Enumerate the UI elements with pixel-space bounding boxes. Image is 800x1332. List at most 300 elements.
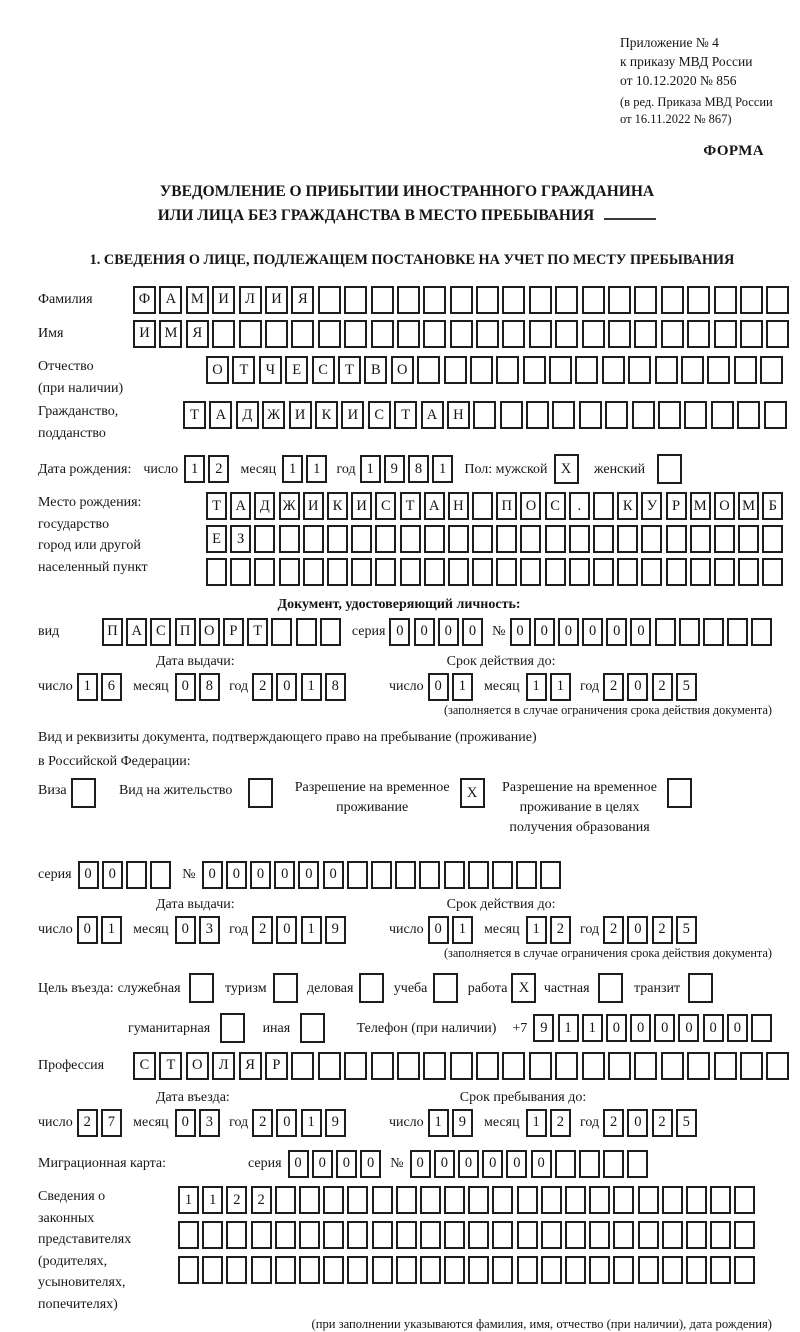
- char-box[interactable]: [638, 1186, 659, 1214]
- char-box[interactable]: [569, 525, 590, 553]
- char-box[interactable]: Ф: [133, 286, 156, 314]
- char-box[interactable]: [593, 492, 614, 520]
- char-box[interactable]: Т: [206, 492, 227, 520]
- char-box[interactable]: 9: [452, 1109, 473, 1137]
- char-box[interactable]: [291, 320, 314, 348]
- char-box[interactable]: [254, 558, 275, 586]
- char-box[interactable]: 1: [301, 673, 322, 701]
- char-box[interactable]: 2: [252, 1109, 273, 1137]
- char-box[interactable]: Т: [159, 1052, 182, 1080]
- char-box[interactable]: 3: [199, 916, 220, 944]
- char-box[interactable]: И: [265, 286, 288, 314]
- doc-valid-month-boxes[interactable]: [526, 673, 574, 701]
- char-box[interactable]: О: [391, 356, 414, 384]
- char-box[interactable]: 0: [312, 1150, 333, 1178]
- char-box[interactable]: [603, 1150, 624, 1178]
- char-box[interactable]: 1: [101, 916, 122, 944]
- char-box[interactable]: Ж: [262, 401, 285, 429]
- char-box[interactable]: [372, 1221, 393, 1249]
- char-box[interactable]: И: [289, 401, 312, 429]
- entry-month-boxes[interactable]: [175, 1109, 223, 1137]
- char-box[interactable]: [565, 1186, 586, 1214]
- char-box[interactable]: С: [545, 492, 566, 520]
- char-box[interactable]: З: [230, 525, 251, 553]
- representatives-boxes-row2[interactable]: [178, 1221, 759, 1249]
- char-box[interactable]: [448, 558, 469, 586]
- char-box[interactable]: [575, 356, 598, 384]
- char-box[interactable]: [655, 356, 678, 384]
- char-box[interactable]: [727, 618, 748, 646]
- char-box[interactable]: [766, 1052, 789, 1080]
- char-box[interactable]: 2: [603, 1109, 624, 1137]
- char-box[interactable]: [279, 525, 300, 553]
- char-box[interactable]: 9: [384, 455, 405, 483]
- char-box[interactable]: 0: [654, 1014, 675, 1042]
- char-box[interactable]: [516, 861, 537, 889]
- char-box[interactable]: 0: [727, 1014, 748, 1042]
- residence-permit-checkbox[interactable]: [248, 778, 276, 808]
- res-valid-year-boxes[interactable]: [603, 916, 700, 944]
- char-box[interactable]: 0: [323, 861, 344, 889]
- char-box[interactable]: 0: [703, 1014, 724, 1042]
- sex-female-checkbox[interactable]: [657, 454, 685, 484]
- char-box[interactable]: Д: [254, 492, 275, 520]
- char-box[interactable]: [375, 525, 396, 553]
- char-box[interactable]: [395, 861, 416, 889]
- char-box[interactable]: [687, 286, 710, 314]
- char-box[interactable]: 1: [301, 1109, 322, 1137]
- birth-year-boxes[interactable]: [360, 455, 457, 483]
- char-box[interactable]: [371, 861, 392, 889]
- char-box[interactable]: [71, 778, 96, 808]
- sex-male-checkbox[interactable]: [554, 454, 582, 484]
- char-box[interactable]: [617, 525, 638, 553]
- char-box[interactable]: [734, 356, 757, 384]
- char-box[interactable]: 0: [336, 1150, 357, 1178]
- char-box[interactable]: Р: [666, 492, 687, 520]
- char-box[interactable]: [751, 618, 772, 646]
- char-box[interactable]: [275, 1186, 296, 1214]
- phone-boxes[interactable]: [533, 1014, 775, 1042]
- char-box[interactable]: [468, 861, 489, 889]
- char-box[interactable]: [679, 618, 700, 646]
- char-box[interactable]: [703, 618, 724, 646]
- char-box[interactable]: [275, 1221, 296, 1249]
- char-box[interactable]: [598, 973, 623, 1003]
- char-box[interactable]: М: [159, 320, 182, 348]
- char-box[interactable]: [397, 286, 420, 314]
- char-box[interactable]: [496, 356, 519, 384]
- char-box[interactable]: Т: [338, 356, 361, 384]
- char-box[interactable]: [662, 1186, 683, 1214]
- char-box[interactable]: М: [738, 492, 759, 520]
- char-box[interactable]: [666, 525, 687, 553]
- char-box[interactable]: [666, 558, 687, 586]
- char-box[interactable]: 2: [252, 916, 273, 944]
- stay-day-boxes[interactable]: [428, 1109, 476, 1137]
- char-box[interactable]: 0: [175, 673, 196, 701]
- char-box[interactable]: 0: [506, 1150, 527, 1178]
- temp-permit-edu-checkbox[interactable]: [667, 778, 695, 808]
- char-box[interactable]: С: [133, 1052, 156, 1080]
- char-box[interactable]: [661, 286, 684, 314]
- surname-boxes[interactable]: [133, 286, 793, 314]
- stay-year-boxes[interactable]: [603, 1109, 700, 1137]
- char-box[interactable]: [371, 320, 394, 348]
- char-box[interactable]: Б: [762, 492, 783, 520]
- char-box[interactable]: [265, 320, 288, 348]
- char-box[interactable]: [707, 356, 730, 384]
- doc-kind-boxes[interactable]: [102, 618, 344, 646]
- char-box[interactable]: [617, 558, 638, 586]
- char-box[interactable]: О: [714, 492, 735, 520]
- char-box[interactable]: [589, 1186, 610, 1214]
- char-box[interactable]: К: [617, 492, 638, 520]
- char-box[interactable]: [681, 356, 704, 384]
- temp-permit-checkbox[interactable]: [460, 778, 488, 808]
- char-box[interactable]: 5: [676, 916, 697, 944]
- visa-checkbox[interactable]: [71, 778, 99, 808]
- char-box[interactable]: 0: [428, 916, 449, 944]
- char-box[interactable]: [275, 1256, 296, 1284]
- char-box[interactable]: [347, 1256, 368, 1284]
- char-box[interactable]: П: [496, 492, 517, 520]
- char-box[interactable]: [579, 1150, 600, 1178]
- char-box[interactable]: [347, 1186, 368, 1214]
- char-box[interactable]: [444, 356, 467, 384]
- char-box[interactable]: У: [641, 492, 662, 520]
- char-box[interactable]: [661, 320, 684, 348]
- char-box[interactable]: [351, 525, 372, 553]
- char-box[interactable]: 0: [276, 916, 297, 944]
- char-box[interactable]: 1: [526, 673, 547, 701]
- mig-number-boxes[interactable]: [410, 1150, 652, 1178]
- char-box[interactable]: 2: [251, 1186, 272, 1214]
- char-box[interactable]: [420, 1256, 441, 1284]
- char-box[interactable]: [300, 1013, 325, 1043]
- char-box[interactable]: 0: [534, 618, 555, 646]
- char-box[interactable]: [371, 286, 394, 314]
- char-box[interactable]: 0: [428, 673, 449, 701]
- char-box[interactable]: [589, 1221, 610, 1249]
- char-box[interactable]: С: [375, 492, 396, 520]
- char-box[interactable]: [502, 286, 525, 314]
- char-box[interactable]: [634, 320, 657, 348]
- char-box[interactable]: [658, 401, 681, 429]
- char-box[interactable]: [126, 861, 147, 889]
- char-box[interactable]: [372, 1186, 393, 1214]
- char-box[interactable]: [178, 1256, 199, 1284]
- char-box[interactable]: [420, 1186, 441, 1214]
- doc-valid-day-boxes[interactable]: [428, 673, 476, 701]
- char-box[interactable]: 0: [531, 1150, 552, 1178]
- birthplace-boxes-row2[interactable]: [206, 525, 787, 553]
- char-box[interactable]: 1: [550, 673, 571, 701]
- char-box[interactable]: 0: [510, 618, 531, 646]
- char-box[interactable]: [230, 558, 251, 586]
- doc-issue-year-boxes[interactable]: [252, 673, 349, 701]
- char-box[interactable]: [579, 401, 602, 429]
- char-box[interactable]: [655, 618, 676, 646]
- char-box[interactable]: [734, 1221, 755, 1249]
- char-box[interactable]: [545, 525, 566, 553]
- char-box[interactable]: [552, 401, 575, 429]
- char-box[interactable]: 0: [438, 618, 459, 646]
- char-box[interactable]: [555, 1150, 576, 1178]
- char-box[interactable]: 0: [627, 916, 648, 944]
- char-box[interactable]: [273, 973, 298, 1003]
- char-box[interactable]: 1: [582, 1014, 603, 1042]
- char-box[interactable]: [299, 1256, 320, 1284]
- char-box[interactable]: [662, 1221, 683, 1249]
- char-box[interactable]: 0: [276, 1109, 297, 1137]
- char-box[interactable]: [476, 320, 499, 348]
- char-box[interactable]: [740, 1052, 763, 1080]
- char-box[interactable]: 0: [627, 1109, 648, 1137]
- char-box[interactable]: [529, 1052, 552, 1080]
- char-box[interactable]: [541, 1186, 562, 1214]
- char-box[interactable]: [517, 1221, 538, 1249]
- char-box[interactable]: [751, 1014, 772, 1042]
- char-box[interactable]: [424, 525, 445, 553]
- char-box[interactable]: [359, 973, 384, 1003]
- char-box[interactable]: [492, 1221, 513, 1249]
- char-box[interactable]: 2: [652, 1109, 673, 1137]
- char-box[interactable]: О: [206, 356, 229, 384]
- char-box[interactable]: [766, 286, 789, 314]
- patronymic-boxes[interactable]: [206, 356, 787, 384]
- char-box[interactable]: И: [341, 401, 364, 429]
- char-box[interactable]: 0: [606, 618, 627, 646]
- char-box[interactable]: [667, 778, 692, 808]
- char-box[interactable]: [468, 1221, 489, 1249]
- char-box[interactable]: [687, 1052, 710, 1080]
- char-box[interactable]: Т: [232, 356, 255, 384]
- char-box[interactable]: 0: [77, 916, 98, 944]
- char-box[interactable]: [320, 618, 341, 646]
- char-box[interactable]: [688, 973, 713, 1003]
- char-box[interactable]: [690, 558, 711, 586]
- char-box[interactable]: 0: [202, 861, 223, 889]
- char-box[interactable]: Л: [212, 1052, 235, 1080]
- char-box[interactable]: 0: [410, 1150, 431, 1178]
- char-box[interactable]: [714, 525, 735, 553]
- char-box[interactable]: [714, 558, 735, 586]
- char-box[interactable]: [502, 320, 525, 348]
- char-box[interactable]: [687, 320, 710, 348]
- char-box[interactable]: [628, 356, 651, 384]
- char-box[interactable]: [254, 525, 275, 553]
- char-box[interactable]: 0: [226, 861, 247, 889]
- char-box[interactable]: [641, 525, 662, 553]
- char-box[interactable]: [661, 1052, 684, 1080]
- purpose-tourism-checkbox[interactable]: [273, 973, 301, 1003]
- char-box[interactable]: [740, 286, 763, 314]
- char-box[interactable]: 1: [432, 455, 453, 483]
- char-box[interactable]: [613, 1256, 634, 1284]
- char-box[interactable]: К: [327, 492, 348, 520]
- char-box[interactable]: [296, 618, 317, 646]
- char-box[interactable]: 0: [250, 861, 271, 889]
- doc-series-boxes[interactable]: [389, 618, 486, 646]
- char-box[interactable]: 8: [199, 673, 220, 701]
- char-box[interactable]: Р: [265, 1052, 288, 1080]
- char-box[interactable]: 5: [676, 1109, 697, 1137]
- char-box[interactable]: [582, 286, 605, 314]
- char-box[interactable]: 0: [558, 618, 579, 646]
- profession-boxes[interactable]: [133, 1052, 793, 1080]
- char-box[interactable]: 6: [101, 673, 122, 701]
- char-box[interactable]: [764, 401, 787, 429]
- char-box[interactable]: 1: [452, 673, 473, 701]
- char-box[interactable]: И: [351, 492, 372, 520]
- char-box[interactable]: 0: [434, 1150, 455, 1178]
- char-box[interactable]: И: [303, 492, 324, 520]
- char-box[interactable]: С: [368, 401, 391, 429]
- char-box[interactable]: [605, 401, 628, 429]
- birthplace-boxes-row1[interactable]: [206, 492, 787, 520]
- char-box[interactable]: [220, 1013, 245, 1043]
- char-box[interactable]: Я: [186, 320, 209, 348]
- purpose-official-checkbox[interactable]: [189, 973, 217, 1003]
- char-box[interactable]: [714, 320, 737, 348]
- char-box[interactable]: [303, 525, 324, 553]
- char-box[interactable]: [396, 1256, 417, 1284]
- char-box[interactable]: [299, 1186, 320, 1214]
- char-box[interactable]: 1: [202, 1186, 223, 1214]
- name-boxes[interactable]: [133, 320, 793, 348]
- char-box[interactable]: [239, 320, 262, 348]
- char-box[interactable]: X: [554, 454, 579, 484]
- representatives-boxes-row3[interactable]: [178, 1256, 759, 1284]
- char-box[interactable]: .: [569, 492, 590, 520]
- char-box[interactable]: [327, 525, 348, 553]
- char-box[interactable]: 1: [178, 1186, 199, 1214]
- char-box[interactable]: [641, 558, 662, 586]
- char-box[interactable]: С: [150, 618, 171, 646]
- char-box[interactable]: [444, 1221, 465, 1249]
- char-box[interactable]: Н: [448, 492, 469, 520]
- char-box[interactable]: [500, 401, 523, 429]
- char-box[interactable]: [450, 1052, 473, 1080]
- char-box[interactable]: [613, 1221, 634, 1249]
- char-box[interactable]: [766, 320, 789, 348]
- char-box[interactable]: [226, 1256, 247, 1284]
- char-box[interactable]: [344, 320, 367, 348]
- char-box[interactable]: [526, 401, 549, 429]
- char-box[interactable]: [347, 861, 368, 889]
- char-box[interactable]: М: [186, 286, 209, 314]
- char-box[interactable]: 2: [550, 1109, 571, 1137]
- char-box[interactable]: [520, 558, 541, 586]
- char-box[interactable]: [450, 320, 473, 348]
- char-box[interactable]: [602, 356, 625, 384]
- char-box[interactable]: [303, 558, 324, 586]
- purpose-transit-checkbox[interactable]: [688, 973, 716, 1003]
- char-box[interactable]: [476, 1052, 499, 1080]
- res-number-boxes[interactable]: [202, 861, 565, 889]
- char-box[interactable]: [279, 558, 300, 586]
- char-box[interactable]: И: [133, 320, 156, 348]
- purpose-private-checkbox[interactable]: [598, 973, 626, 1003]
- char-box[interactable]: [593, 525, 614, 553]
- char-box[interactable]: 0: [175, 916, 196, 944]
- char-box[interactable]: [492, 1256, 513, 1284]
- char-box[interactable]: [206, 558, 227, 586]
- res-valid-month-boxes[interactable]: [526, 916, 574, 944]
- res-series-boxes[interactable]: [78, 861, 175, 889]
- char-box[interactable]: И: [212, 286, 235, 314]
- char-box[interactable]: [569, 558, 590, 586]
- char-box[interactable]: [565, 1221, 586, 1249]
- char-box[interactable]: [472, 525, 493, 553]
- char-box[interactable]: [657, 454, 682, 484]
- char-box[interactable]: 9: [533, 1014, 554, 1042]
- char-box[interactable]: 0: [78, 861, 99, 889]
- char-box[interactable]: 2: [252, 673, 273, 701]
- char-box[interactable]: 2: [652, 673, 673, 701]
- char-box[interactable]: 0: [627, 673, 648, 701]
- char-box[interactable]: 0: [360, 1150, 381, 1178]
- char-box[interactable]: [638, 1256, 659, 1284]
- char-box[interactable]: [189, 973, 214, 1003]
- char-box[interactable]: [433, 973, 458, 1003]
- char-box[interactable]: П: [102, 618, 123, 646]
- char-box[interactable]: [448, 525, 469, 553]
- char-box[interactable]: 2: [226, 1186, 247, 1214]
- char-box[interactable]: 1: [428, 1109, 449, 1137]
- char-box[interactable]: К: [315, 401, 338, 429]
- res-issue-year-boxes[interactable]: [252, 916, 349, 944]
- char-box[interactable]: [318, 286, 341, 314]
- char-box[interactable]: 1: [526, 1109, 547, 1137]
- char-box[interactable]: Н: [447, 401, 470, 429]
- char-box[interactable]: [710, 1221, 731, 1249]
- char-box[interactable]: П: [175, 618, 196, 646]
- char-box[interactable]: [492, 861, 513, 889]
- char-box[interactable]: [738, 525, 759, 553]
- purpose-work-checkbox[interactable]: [511, 973, 539, 1003]
- char-box[interactable]: В: [364, 356, 387, 384]
- char-box[interactable]: [582, 320, 605, 348]
- char-box[interactable]: 1: [301, 916, 322, 944]
- char-box[interactable]: [424, 558, 445, 586]
- char-box[interactable]: А: [209, 401, 232, 429]
- char-box[interactable]: М: [690, 492, 711, 520]
- char-box[interactable]: [529, 286, 552, 314]
- char-box[interactable]: Т: [247, 618, 268, 646]
- char-box[interactable]: [608, 320, 631, 348]
- char-box[interactable]: О: [520, 492, 541, 520]
- char-box[interactable]: [517, 1256, 538, 1284]
- char-box[interactable]: [496, 558, 517, 586]
- char-box[interactable]: [470, 356, 493, 384]
- char-box[interactable]: 1: [360, 455, 381, 483]
- char-box[interactable]: [760, 356, 783, 384]
- char-box[interactable]: [423, 320, 446, 348]
- char-box[interactable]: Я: [291, 286, 314, 314]
- char-box[interactable]: [444, 1256, 465, 1284]
- char-box[interactable]: 2: [77, 1109, 98, 1137]
- char-box[interactable]: [540, 861, 561, 889]
- char-box[interactable]: [565, 1256, 586, 1284]
- char-box[interactable]: [344, 1052, 367, 1080]
- char-box[interactable]: 9: [325, 1109, 346, 1137]
- char-box[interactable]: [396, 1186, 417, 1214]
- char-box[interactable]: 1: [77, 673, 98, 701]
- char-box[interactable]: 0: [298, 861, 319, 889]
- char-box[interactable]: [734, 1186, 755, 1214]
